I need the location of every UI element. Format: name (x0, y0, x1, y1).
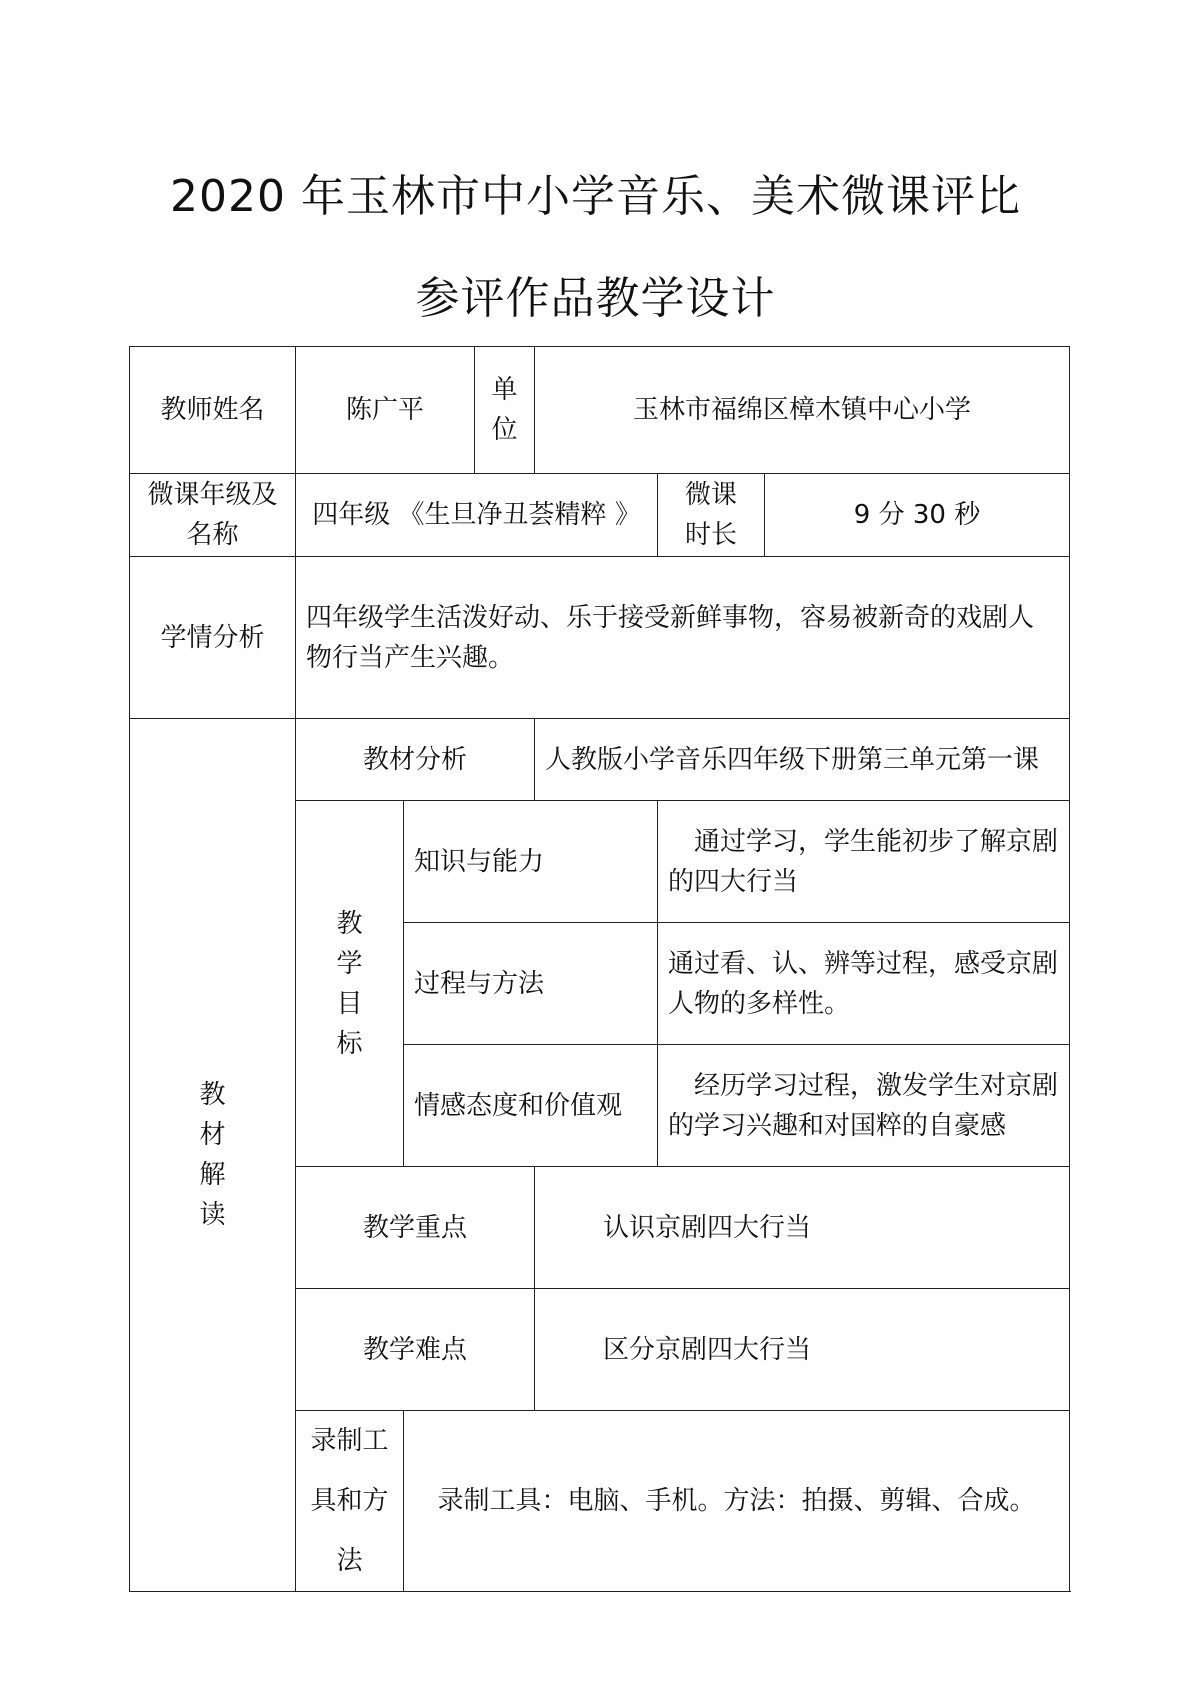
unit-label: 单位 (491, 375, 518, 445)
difficulty-content: 区分京剧四大行当 (535, 1289, 1070, 1411)
goal-label: 过程与方法 (404, 923, 658, 1045)
material-analysis-row (130, 719, 1070, 801)
course-duration-label: 微课时长 (685, 480, 738, 550)
key-point-content: 认识京剧四大行当 (535, 1167, 1070, 1289)
material-label: 教材解读 (199, 1080, 226, 1230)
course-row (130, 474, 1070, 557)
goal-content: 经历学习过程，激发学生对京剧的学习兴趣和对国粹的自豪感 (658, 1045, 1070, 1167)
goal-label: 情感态度和价值观 (404, 1045, 658, 1167)
teacher-name-label: 教师姓名 (130, 347, 296, 474)
recording-content: 录制工具：电脑、手机。方法：拍摄、剪辑、合成。 (404, 1411, 1070, 1592)
teacher-name-value: 陈广平 (296, 347, 475, 474)
lesson-design-table (129, 346, 1070, 1592)
teacher-row (130, 347, 1070, 474)
student-analysis-row (130, 557, 1070, 719)
goals-label: 教学目标 (336, 908, 363, 1059)
key-point-label: 教学重点 (296, 1167, 535, 1289)
course-name-value: 四年级 《生旦净丑荟精粹 》 (296, 474, 658, 557)
student-analysis-content: 四年级学生活泼好动、乐于接受新鲜事物，容易被新奇的戏剧人物行当产生兴趣。 (296, 557, 1070, 719)
goal-content: 通过看、认、辨等过程，感受京剧人物的多样性。 (658, 923, 1070, 1045)
goals-label-cell (296, 801, 404, 1167)
course-duration-value: 9 分 30 秒 (765, 474, 1070, 557)
material-label-cell (130, 719, 296, 1592)
recording-label: 录制工具和方法 (296, 1411, 404, 1592)
goal-content: 通过学习，学生能初步了解京剧的四大行当 (658, 801, 1070, 923)
document-title-line2: 参评作品教学设计 (415, 273, 776, 324)
goal-label: 知识与能力 (404, 801, 658, 923)
unit-label-cell (475, 347, 535, 474)
material-analysis-content: 人教版小学音乐四年级下册第三单元第一课 (535, 719, 1070, 801)
material-analysis-label: 教材分析 (296, 719, 535, 801)
course-duration-label-cell (658, 474, 765, 557)
course-label: 微课年级及名称 (130, 474, 296, 557)
difficulty-label: 教学难点 (296, 1289, 535, 1411)
unit-value: 玉林市福绵区樟木镇中心小学 (535, 347, 1070, 474)
document-title-line1: 2020 年玉林市中小学音乐、美术微课评比 (170, 171, 1021, 222)
student-analysis-label: 学情分析 (130, 557, 296, 719)
